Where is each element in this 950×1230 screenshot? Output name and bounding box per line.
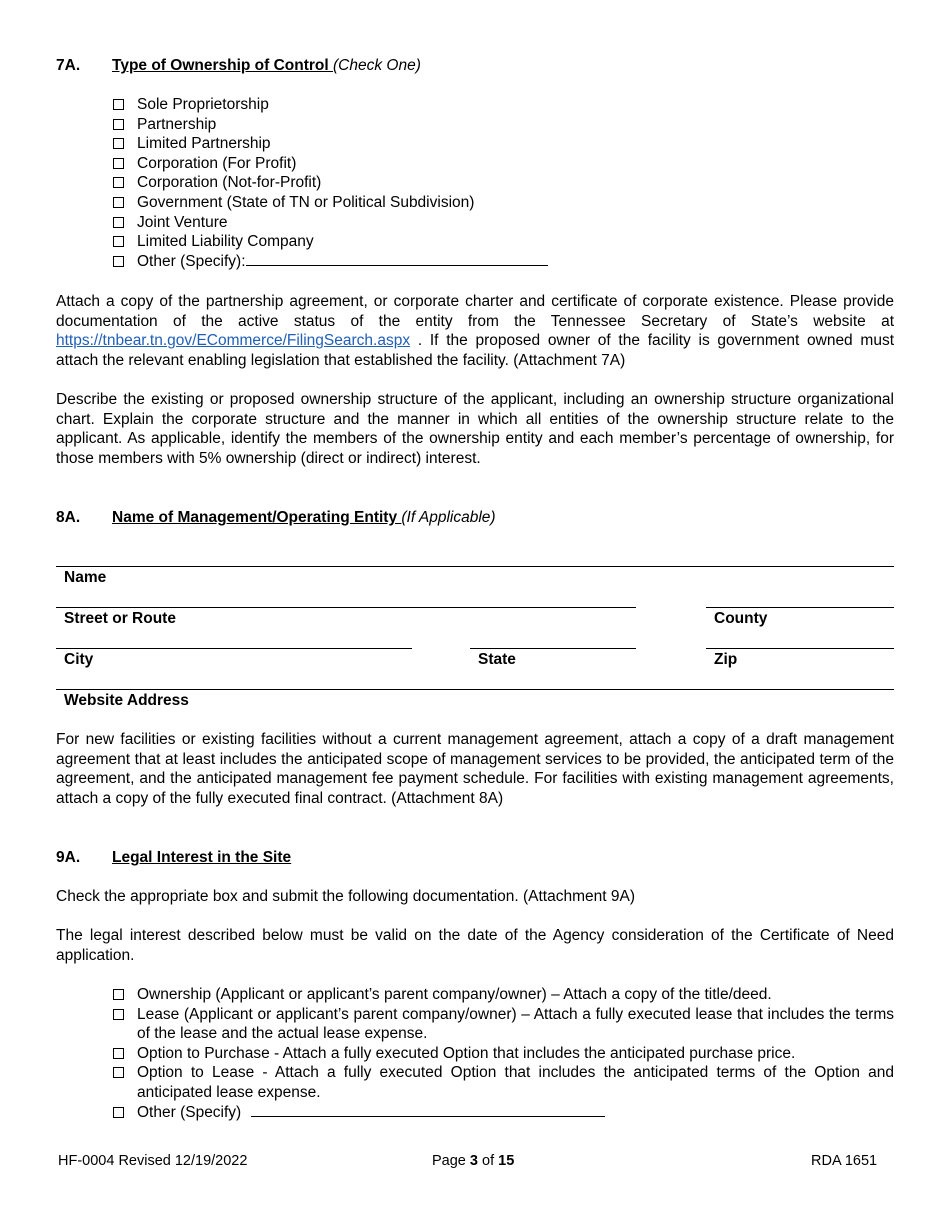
city-field-line[interactable] — [56, 648, 412, 649]
option-label: Lease (Applicant or applicant’s parent company/owner) – Attach a fully executed lease that includes the terms of the lease and the actual lease expense. — [137, 1005, 894, 1043]
section-number: 9A. — [56, 849, 81, 866]
checkbox-icon[interactable] — [113, 99, 124, 110]
legal-interest-paragraph: The legal interest described below must be valid on the date of the Agency consideration of the Certificate of Need application. — [56, 927, 894, 964]
paragraph-text: Attach a copy of the partnership agreement, or corporate charter and certificate of corporate existence. Please provide documentation of the active status of the entity from the Tennessee Secretary of State’s website at — [56, 293, 894, 330]
specify-fill-line[interactable] — [251, 1103, 605, 1117]
checkbox-option[interactable] — [112, 1063, 894, 1102]
checkbox-option[interactable] — [112, 1044, 894, 1064]
zip-field-line[interactable] — [706, 648, 894, 649]
sos-filing-search-link[interactable]: https://tnbear.tn.gov/ECommerce/FilingSearch.aspx — [56, 332, 411, 350]
checkbox-option-other[interactable] — [112, 252, 548, 272]
checkbox-icon[interactable] — [113, 236, 124, 247]
legal-interest-checklist — [112, 985, 894, 1122]
section-title: Type of Ownership of Control — [112, 57, 334, 74]
footer-rda: RDA 1651 — [811, 1153, 878, 1169]
option-label: Other (Specify) — [137, 1103, 242, 1121]
checkbox-icon[interactable] — [113, 158, 124, 169]
checkbox-option[interactable] — [112, 95, 548, 115]
checkbox-option[interactable] — [112, 1005, 894, 1044]
street-label: Street or Route — [64, 610, 176, 627]
checkbox-icon[interactable] — [113, 177, 124, 188]
ownership-type-checklist — [112, 95, 548, 271]
checkbox-option[interactable] — [112, 115, 548, 135]
option-label: Government (State of TN or Political Subdivision) — [137, 193, 475, 211]
option-label: Ownership (Applicant or applicant’s parent company/owner) – Attach a copy of the title/deed. — [137, 986, 772, 1003]
street-field-line[interactable] — [56, 607, 636, 608]
section-note: (If Applicable) — [401, 509, 496, 526]
page-current: 3 — [469, 1153, 478, 1169]
checkbox-icon[interactable] — [113, 138, 124, 149]
checkbox-icon[interactable] — [113, 1107, 124, 1118]
section-number: 8A. — [56, 509, 81, 526]
section-8a-heading — [56, 508, 496, 528]
checkbox-option[interactable] — [112, 173, 548, 193]
name-label: Name — [64, 569, 107, 586]
section-9a-heading — [56, 848, 291, 868]
checkbox-option[interactable] — [112, 985, 894, 1005]
option-label: Joint Venture — [137, 213, 228, 231]
checkbox-icon[interactable] — [113, 256, 124, 267]
website-label: Website Address — [64, 692, 189, 709]
paragraph-text: . If the proposed owner of the facility is government owned must attach the relevant enabling legislation that established the facility. (Attachment 7A) — [56, 332, 894, 369]
city-label: City — [64, 651, 94, 668]
option-label: Limited Partnership — [137, 135, 271, 153]
checkbox-icon[interactable] — [113, 1048, 124, 1059]
checkbox-icon[interactable] — [113, 217, 124, 228]
page-prefix: Page — [432, 1153, 470, 1169]
page-total: 15 — [498, 1153, 515, 1169]
option-label: Other (Specify): — [137, 252, 246, 270]
footer-page-number — [432, 1152, 514, 1172]
county-label: County — [714, 610, 768, 627]
option-label: Sole Proprietorship — [137, 96, 269, 113]
option-label: Option to Purchase - Attach a fully executed Option that includes the anticipated purchase price. — [137, 1044, 796, 1062]
section-note: (Check One) — [333, 57, 421, 74]
checkbox-option[interactable] — [112, 154, 548, 174]
option-label: Limited Liability Company — [137, 233, 314, 251]
attachment-7a-paragraph — [56, 292, 894, 370]
checkbox-icon[interactable] — [113, 1009, 124, 1020]
county-field-line[interactable] — [706, 607, 894, 608]
option-label: Partnership — [137, 115, 217, 133]
option-label: Corporation (For Profit) — [137, 154, 297, 172]
checkbox-option[interactable] — [112, 193, 548, 213]
option-label: Option to Lease - Attach a fully executed Option that includes the anticipated terms of the Option and anticipated lease expense. — [137, 1064, 894, 1101]
name-field-line[interactable] — [56, 566, 894, 567]
zip-label: Zip — [714, 651, 738, 668]
section-7a-heading — [56, 56, 421, 76]
checkbox-icon[interactable] — [113, 119, 124, 130]
specify-fill-line[interactable] — [246, 252, 548, 266]
checkbox-icon[interactable] — [113, 1067, 124, 1078]
attachment-8a-paragraph: For new facilities or existing facilities without a current management agreement, attach a copy of a draft management agreement that at least includes the anticipated scope of management services to be provided, the anticipated term of the agreement, and the anticipated management fee payment schedule. For facilities with existing management agreements, attach a copy of the fully executed final contract. (Attachment 8A) — [56, 731, 894, 807]
checkbox-icon[interactable] — [113, 197, 124, 208]
checkbox-option-other[interactable] — [112, 1103, 894, 1123]
checkbox-option[interactable] — [112, 134, 548, 154]
page-mid: of — [477, 1153, 499, 1169]
website-field-line[interactable] — [56, 689, 894, 690]
state-field-line[interactable] — [470, 648, 636, 649]
section-title: Name of Management/Operating Entity — [112, 509, 402, 526]
ownership-structure-paragraph: Describe the existing or proposed ownership structure of the applicant, including an ownership structure organizational chart. Explain the corporate structure and the manner in which all entities of the ownership structure relate to the applicant. As applicable, identify the members of the ownership entity and each member’s percentage of ownership, for those members with 5% ownership (direct or indirect) interest. — [56, 391, 894, 467]
footer-form-id: HF-0004 Revised 12/19/2022 — [58, 1153, 248, 1169]
checkbox-option[interactable] — [112, 213, 548, 233]
option-label: Corporation (Not-for-Profit) — [137, 174, 322, 192]
checkbox-option[interactable] — [112, 232, 548, 252]
check-box-instruction: Check the appropriate box and submit the following documentation. (Attachment 9A) — [56, 888, 635, 905]
section-title: Legal Interest in the Site — [112, 849, 292, 866]
state-label: State — [478, 651, 516, 668]
checkbox-icon[interactable] — [113, 989, 124, 1000]
section-number: 7A. — [56, 57, 81, 74]
